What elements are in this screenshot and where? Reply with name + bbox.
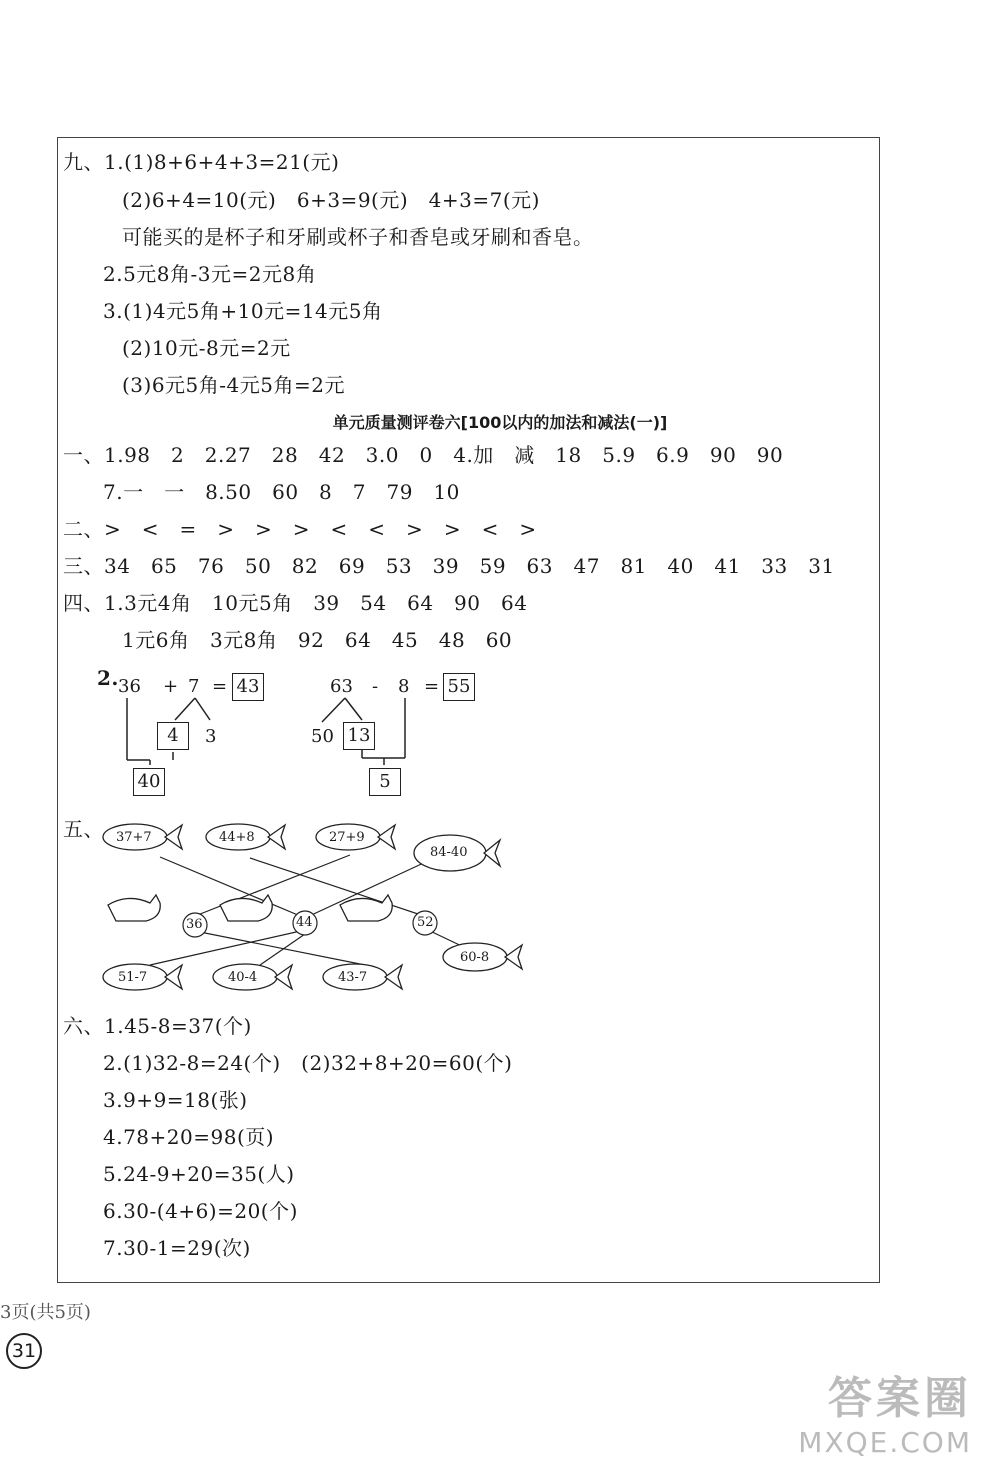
watermark-line2: MXQE.COM (798, 1426, 972, 1459)
fish-bottom-2: 40-4 (228, 970, 258, 985)
right-eq: = (424, 676, 440, 697)
line-4-1-2: 1元6角 3元8角 92 64 45 48 60 (122, 628, 513, 652)
right-result-box: 55 (443, 673, 475, 701)
line-9-1-2: (2)6+4=10(元) 6+3=9(元) 4+3=7(元) (122, 188, 540, 212)
left-eq: = (212, 676, 228, 697)
circle-52: 52 (417, 915, 434, 930)
left-op: + (163, 676, 179, 697)
matching-diagram (90, 810, 540, 1010)
line-9-1-3: 可能买的是杯子和牙刷或杯子和香皂或牙刷和香皂。 (122, 225, 594, 249)
line-1: 一、1.98 2 2.27 28 42 3.0 0 4.加 减 18 5.9 6.9 90 90 (63, 443, 784, 467)
left-split1-box: 4 (157, 722, 189, 750)
line-9-3-2: (2)10元-8元=2元 (122, 336, 291, 360)
fish-top-1: 37+7 (116, 830, 152, 845)
watermark-line1: 答案圈 (828, 1373, 972, 1424)
line-6-3: 3.9+9=18(张) (103, 1088, 248, 1112)
fish-bottom-3: 43-7 (338, 970, 368, 985)
left-a: 36 (118, 676, 141, 697)
circle-36: 36 (186, 917, 203, 932)
q2-label: 2. (97, 666, 119, 690)
line-6-7: 7.30-1=29(次) (103, 1236, 251, 1260)
line-1-7: 7.一 一 8.50 60 8 7 79 10 (103, 480, 460, 504)
line-4-1: 四、1.3元4角 10元5角 39 54 64 90 64 (63, 591, 528, 615)
line-2: 二、> < = > > > < < > > < > (63, 517, 537, 541)
left-partial-box: 40 (133, 768, 165, 796)
watermark (798, 1362, 972, 1459)
line-6-6: 6.30-(4+6)=20(个) (103, 1199, 298, 1223)
line-9-1: 九、1.(1)8+6+4+3=21(元) (63, 150, 340, 174)
line-5: 五、 (63, 817, 104, 841)
right-op: - (372, 676, 379, 697)
page-footer-text: 3页(共5页) (0, 1302, 91, 1323)
circle-44: 44 (296, 915, 313, 930)
line-6-2: 2.(1)32-8=24(个) (2)32+8+20=60(个) (103, 1051, 513, 1075)
page-number: 31 (6, 1333, 42, 1369)
left-b: 7 (188, 676, 200, 697)
fish-top-2: 44+8 (219, 830, 255, 845)
right-a: 63 (330, 676, 353, 697)
section-title: 单元质量测评卷六[100以内的加法和减法(一)] (332, 413, 668, 432)
left-result-box: 43 (232, 673, 264, 701)
line-9-3-3: (3)6元5角-4元5角=2元 (122, 373, 345, 397)
left-split2: 3 (205, 726, 217, 747)
line-9-2: 2.5元8角-3元=2元8角 (103, 262, 317, 286)
fish-bottom-4: 60-8 (460, 950, 490, 965)
right-split2-box: 13 (343, 722, 375, 750)
fish-bottom-1: 51-7 (118, 970, 148, 985)
line-6-5: 5.24-9+20=35(人) (103, 1162, 295, 1186)
fish-top-4: 84-40 (430, 845, 468, 860)
line-3: 三、34 65 76 50 82 69 53 39 59 63 47 81 40 41 33 31 (63, 554, 835, 578)
right-split1: 50 (311, 726, 334, 747)
line-6-1: 六、1.45-8=37(个) (63, 1014, 252, 1038)
right-b: 8 (398, 676, 410, 697)
fish-top-3: 27+9 (329, 830, 365, 845)
line-6-4: 4.78+20=98(页) (103, 1125, 275, 1149)
right-partial-box: 5 (369, 768, 401, 796)
line-9-3: 3.(1)4元5角+10元=14元5角 (103, 299, 383, 323)
